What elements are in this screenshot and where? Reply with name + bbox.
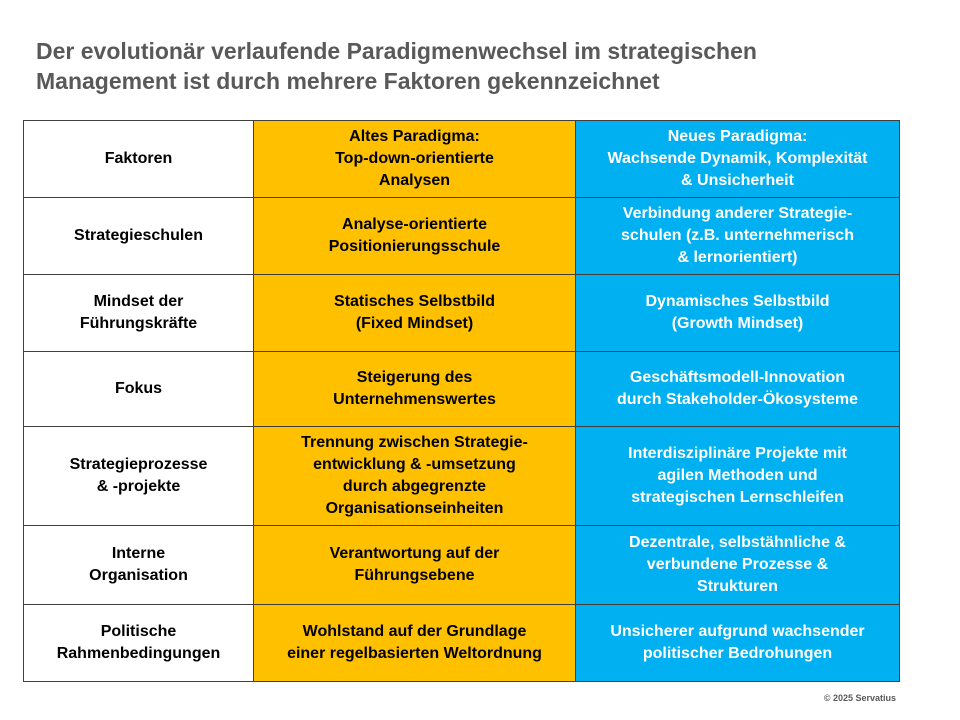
new-paradigm-cell: Dynamisches Selbstbild (Growth Mindset) xyxy=(576,275,900,352)
table-row xyxy=(24,605,900,682)
table-row xyxy=(24,352,900,427)
factor-cell: Politische Rahmenbedingungen xyxy=(24,605,254,682)
factor-cell: Interne Organisation xyxy=(24,526,254,605)
table-row xyxy=(24,427,900,526)
old-paradigm-cell: Statisches Selbstbild (Fixed Mindset) xyxy=(254,275,576,352)
copyright-notice: © 2025 Servatius xyxy=(823,693,896,703)
table-row xyxy=(24,275,900,352)
new-paradigm-cell: Verbindung anderer Strategie- schulen (z.B. unternehmerisch & lernorientiert) xyxy=(576,198,900,275)
new-paradigm-cell: Dezentrale, selbstähnliche & verbundene Prozesse & Strukturen xyxy=(576,526,900,605)
factor-cell: Mindset der Führungskräfte xyxy=(24,275,254,352)
new-paradigm-cell: Unsicherer aufgrund wachsender politischer Bedrohungen xyxy=(576,605,900,682)
old-paradigm-cell: Verantwortung auf der Führungsebene xyxy=(254,526,576,605)
table-row xyxy=(24,198,900,275)
paradigm-table xyxy=(23,120,900,682)
header-factors: Faktoren xyxy=(24,121,254,198)
new-paradigm-cell: Interdisziplinäre Projekte mit agilen Methoden und strategischen Lernschleifen xyxy=(576,427,900,526)
header-old-paradigm: Altes Paradigma: Top-down-orientierte Analysen xyxy=(254,121,576,198)
old-paradigm-cell: Analyse-orientierte Positionierungsschule xyxy=(254,198,576,275)
old-paradigm-cell: Wohlstand auf der Grundlage einer regelbasierten Weltordnung xyxy=(254,605,576,682)
new-paradigm-cell: Geschäftsmodell-Innovation durch Stakeholder-Ökosysteme xyxy=(576,352,900,427)
factor-cell: Fokus xyxy=(24,352,254,427)
page-title: Der evolutionär verlaufende Paradigmenwechsel im strategischen Management ist durch mehrere Faktoren gekennzeichnet xyxy=(36,38,757,94)
header-new-paradigm: Neues Paradigma: Wachsende Dynamik, Komplexität & Unsicherheit xyxy=(576,121,900,198)
table-row xyxy=(24,526,900,605)
factor-cell: Strategieprozesse & -projekte xyxy=(24,427,254,526)
old-paradigm-cell: Steigerung des Unternehmenswertes xyxy=(254,352,576,427)
old-paradigm-cell: Trennung zwischen Strategie- entwicklung & -umsetzung durch abgegrenzte Organisationseinheiten xyxy=(254,427,576,526)
factor-cell: Strategieschulen xyxy=(24,198,254,275)
table-header-row xyxy=(24,121,900,198)
